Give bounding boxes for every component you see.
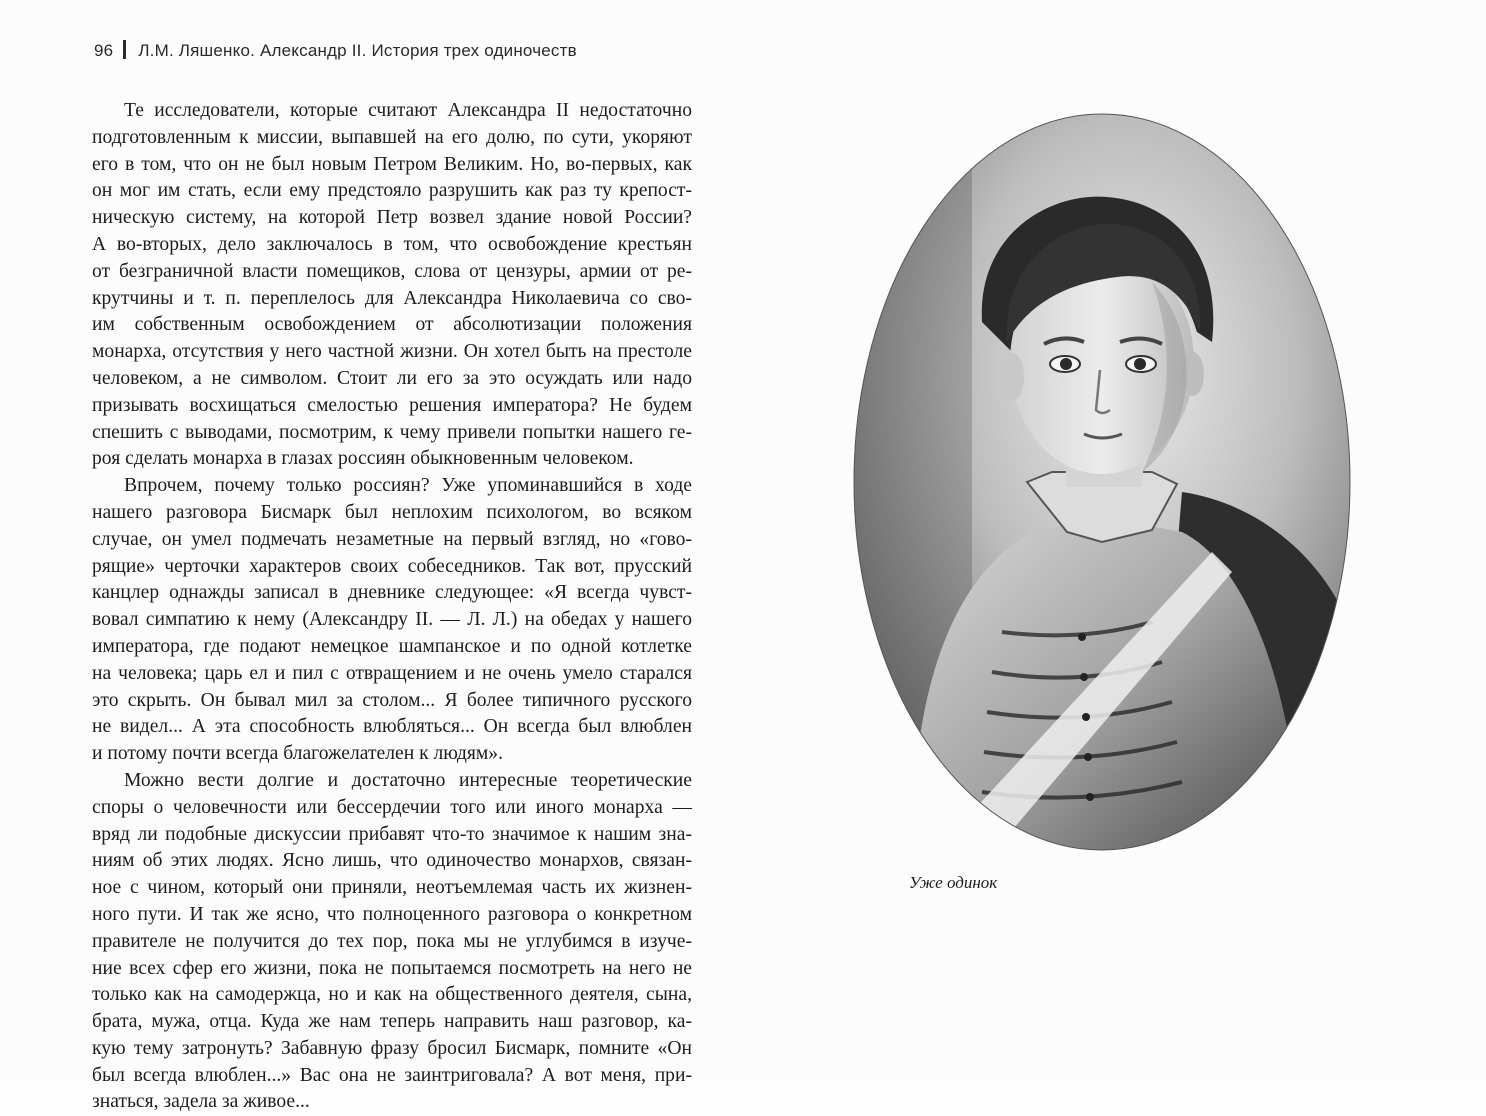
figure-caption: Уже одинок	[909, 873, 998, 892]
portrait-illustration	[852, 112, 1352, 852]
text-line: случае, он умел подмечать незаметные на первый взгляд, но «гово-	[92, 528, 692, 550]
text-line: и потому почти всегда благожелателен к людям».	[92, 743, 503, 765]
running-header	[94, 40, 577, 61]
text-line: роя сделать монарха в глазах россиян обыкновенным человеком.	[92, 448, 634, 470]
text-line: его в том, что он не был новым Петром Великим. Но, во-первых, как	[92, 153, 692, 175]
text-line: ние всех сфер его жизни, пока не попытаемся посмотреть на него не	[92, 957, 692, 979]
portrait-image	[852, 112, 1352, 852]
text-line: ного пути. И так же ясно, что полноценного разговора о конкретном	[92, 903, 692, 925]
text-line: канцлер однажды записал в дневнике следующее: «Я всегда чувст-	[92, 582, 692, 604]
text-line: императора, где подают немецкое шампанское и по одной котлетке	[92, 635, 692, 657]
text-line: споры о человечности или бессердечии того или иного монарха —	[92, 796, 692, 818]
text-line: только как на самодержца, но и как на общественного деятеля, сына,	[92, 984, 692, 1006]
text-line: человеком, а не символом. Стоит ли его за это осуждать или надо	[92, 367, 692, 389]
text-line: им собственным освобождением от абсолютизации положения	[92, 314, 692, 336]
text-line: ниям об этих людях. Ясно лишь, что одиночество монархов, связан-	[92, 850, 692, 872]
body-text	[92, 98, 692, 1116]
running-title: Л.М. Ляшенко. Александр II. История трех одиночеств	[138, 41, 577, 60]
text-line: призывать восхищаться смелостью решения императора? Не будем	[92, 394, 692, 416]
text-line: он мог им стать, если ему предстояло разрушить как раз ту крепост-	[92, 180, 692, 202]
text-line: рящие» черточки характеров своих собеседников. Так вот, прусский	[92, 555, 692, 577]
page-number: 96	[94, 41, 114, 60]
text-line: вряд ли подобные дискуссии прибавят что-то значимое к нашим зна-	[92, 823, 692, 845]
text-line: Впрочем, почему только россиян? Уже упоминавшийся в ходе	[124, 475, 692, 497]
text-line: ное с чином, который они приняли, неотъемлемая часть их жизнен-	[92, 877, 692, 899]
header-divider	[123, 40, 126, 59]
text-line: не видел... А эта способность влюбляться... Он всегда был влюблен	[92, 716, 692, 738]
text-line: кую тему затронуть? Забавную фразу бросил Бисмарк, помните «Он	[92, 1037, 692, 1059]
text-line: монарха, отсутствия у него частной жизни. Он хотел быть на престоле	[92, 341, 692, 363]
text-line: нашего разговора Бисмарк был неплохим психологом, во всяком	[92, 501, 692, 523]
text-line: на человека; царь ел и пил с отвращением и не очень умело старался	[92, 662, 692, 684]
text-line: был всегда влюблен...» Вас она не заинтриговала? А вот меня, при-	[92, 1064, 692, 1086]
text-line: крутчины и т. п. переплелось для Александра Николаевича со сво-	[92, 287, 692, 309]
text-line: подготовленным к миссии, выпавшей на его долю, по сути, укоряют	[92, 126, 692, 148]
text-line: спешить с выводами, посмотрим, к чему привели попытки нашего ге-	[92, 421, 692, 443]
text-line: вовал симпатию к нему (Александру II. — Л. Л.) на обедах у нашего	[92, 609, 692, 631]
text-line: знаться, задела за живое...	[92, 1091, 310, 1113]
text-line: правителе не получится до тех пор, пока мы не углубимся в изуче-	[92, 930, 692, 952]
text-line: брата, мужа, отца. Куда же нам теперь направить наш разговор, ка-	[92, 1011, 692, 1033]
text-line: А во-вторых, дело заключалось в том, что освобождение крестьян	[92, 233, 692, 255]
text-line: это скрыть. Он бывал мил за столом... Я более типичного русского	[92, 689, 692, 711]
text-line: от безграничной власти помещиков, слова от цензуры, армии от ре-	[92, 260, 692, 282]
text-line: ническую систему, на которой Петр возвел здание новой России?	[92, 207, 692, 229]
text-line: Можно вести долгие и достаточно интересные теоретические	[124, 769, 692, 791]
text-line: Те исследователи, которые считают Александра II недостаточно	[124, 100, 692, 121]
